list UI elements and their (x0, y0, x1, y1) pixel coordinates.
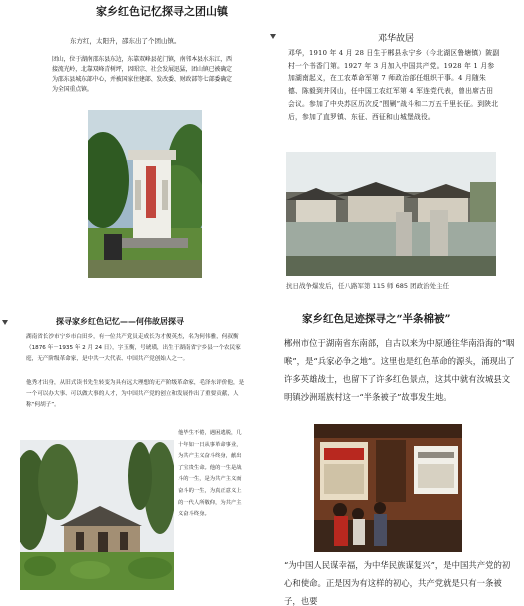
page-title: 家乡红色记忆探寻之团山镇 (96, 5, 228, 18)
photo-caption: 抗日战争爆发后，任八路军第 115 师 685 团政治处主任 (286, 282, 450, 290)
former-residence-photo (20, 440, 174, 590)
body-text: 郴州市位于湖南省东南部，自古以来为中原通往华南沿海的“咽喉”，是“兵家必争之地”。这里也是红色革命的源头，涌现出了许多英雄战士，也留下了许多红色景点，这其中就有汝城县文明镇沙洲瑶族村这一“半条被子”故事发生地。 (284, 338, 515, 402)
body-text: 湖南省长沙市宁乡市白田乡，有一位共产党员走成长为才俊英杰，名为何伟雅，何叔衡（1876 年－1935 年 2 月 24 日），字玉衡，号琥璜，出生于湖南省宁乡县一个农民家庭，无产阶级革命家，是中共一大代表、中国共产党创始人之一。 (26, 334, 241, 362)
body-text-2: 他秀才出身，从旧式读书先生转变为具有远大理想的无产阶级革命家，毛泽东评价他，是一个可以办大事、可以做大事的人才，为中国共产党的创立和发展作出了重要贡献，人称“何胡子”。 (26, 380, 245, 408)
doc-page-denghua (262, 0, 524, 300)
page-title: 家乡红色足迹探寻之“半条棉被” (302, 313, 451, 325)
text-cursor-icon (270, 34, 276, 39)
body-text: 邓华，1910 年 4 月 28 日生于郴县永宁乡（今北湖区鲁塘镇）陂副村一个书香门第。1927 年 3 月加入中国共产党。1928 年 1 月参加湖南起义，在工农革命军第 7 师政治部任组织干事。4 月随朱德、陈毅到井冈山，任中国工农红军第 4 军连党代表，曾出席古田会议。参加了中央苏区历次反“围剿”战斗和二万五千里长征。到陕北后，参加了直罗镇、东征、西征和山城堡战役。 (288, 49, 500, 121)
intro-text: 东方红，太阳升，邵东出了个团山镇。 (70, 37, 181, 45)
text-cursor-icon (2, 320, 8, 325)
village-photo (286, 152, 496, 276)
doc-page-heshuheng (0, 300, 262, 606)
doc-page-tuanshan (0, 0, 262, 300)
body-text-2: “为中国人民谋幸福，为中华民族谋复兴”，是中国共产党的初心和使命。正是因为有这样的初心，共产党就是只有一条被子，也要 (284, 560, 511, 606)
side-text: 他毕生不倦，遇困逃脱，几十年如一日从事革命事业，为共产主义奋斗终身，献出了宝贵生命。他的一生是战斗的一生，是为共产主义而奋斗的一生，为真正意义上的一代人所敬仰，为共产主义奋斗终身。 (178, 430, 242, 518)
exhibition-hall-photo (314, 424, 462, 552)
body-text: 团山，位于湖南邵东县东边，东靠双峰县花门镇，南邻本县水东江，西接流光岭，北靠双峰青树坪，因昭宗、社会发展迅猛，团山镇已被确定为邵东县城东部中心，并被国家住建部、发改委、财政部等七部委确定为全国重点镇。 (52, 56, 232, 93)
doc-page-half-quilt (262, 300, 524, 606)
page-title: 探寻家乡红色记忆——何伟故居探寻 (56, 317, 184, 326)
monument-photo (88, 110, 202, 278)
page-title: 邓华故居 (378, 34, 415, 44)
